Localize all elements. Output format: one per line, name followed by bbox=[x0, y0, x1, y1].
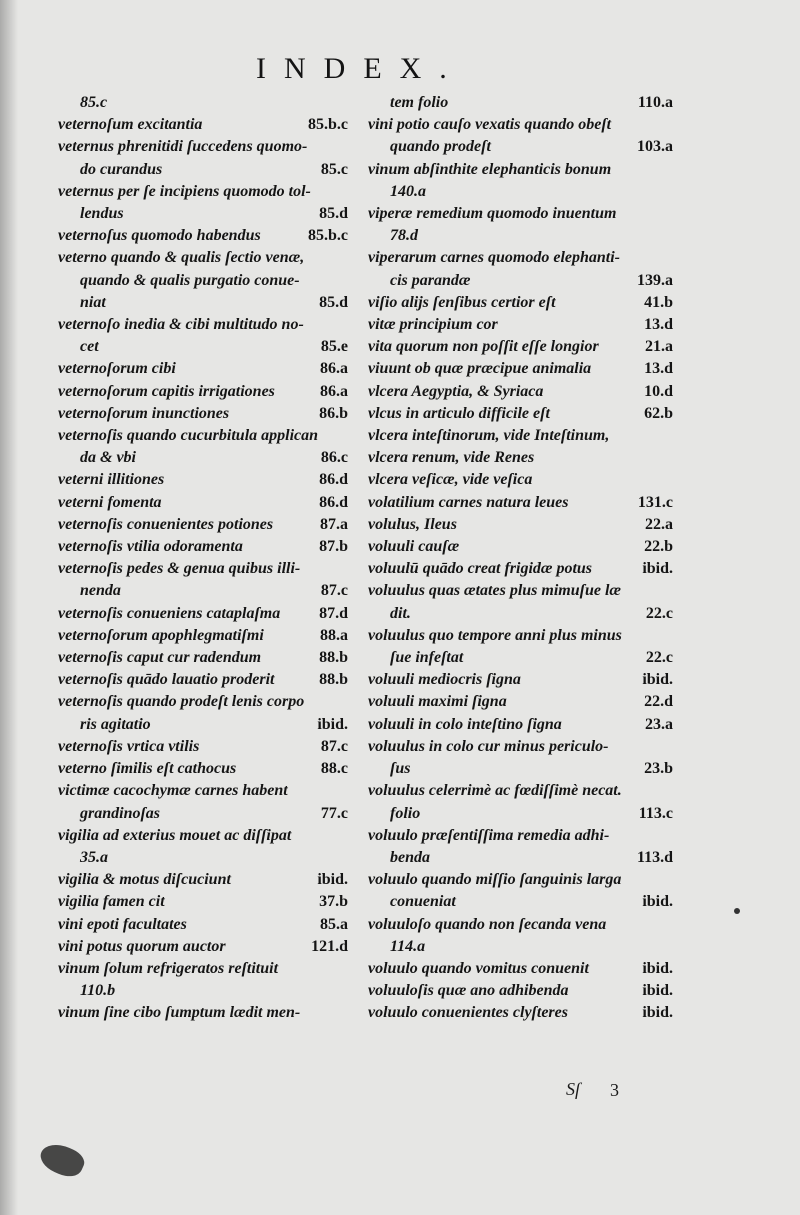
index-entry bbox=[58, 691, 348, 735]
index-entry bbox=[58, 114, 348, 136]
entry-text: vini potio cauſo vexatis quando obeſt bbox=[368, 116, 612, 134]
index-entry-line bbox=[58, 847, 348, 869]
entry-text: vini potus quorum auctor bbox=[58, 937, 226, 955]
index-entry bbox=[58, 825, 348, 869]
page-reference: 23.b bbox=[644, 760, 673, 778]
page-reference: 13.d bbox=[644, 360, 673, 378]
index-entry bbox=[58, 469, 348, 491]
page-reference: 85.d bbox=[319, 205, 348, 223]
index-column-right bbox=[368, 92, 673, 1025]
entry-text: 110.b bbox=[80, 982, 116, 1000]
index-entry-line bbox=[368, 536, 673, 558]
index-entry bbox=[368, 92, 673, 114]
index-entry-line bbox=[368, 580, 673, 602]
index-entry-line bbox=[58, 736, 348, 758]
index-entry bbox=[368, 314, 673, 336]
index-entry bbox=[58, 669, 348, 691]
entry-text: vinum ſolum refrigeratos reſtituit bbox=[58, 959, 279, 977]
index-entry bbox=[368, 625, 673, 669]
entry-text: vlcera Aegyptia, & Syriaca bbox=[368, 382, 544, 400]
index-entry-line bbox=[58, 247, 348, 269]
page-reference: 103.a bbox=[637, 138, 673, 156]
index-entry bbox=[58, 92, 348, 114]
index-entry bbox=[368, 492, 673, 514]
page-reference: 13.d bbox=[644, 316, 673, 334]
index-entry bbox=[368, 358, 673, 380]
index-entry bbox=[58, 647, 348, 669]
index-entry-line bbox=[368, 1002, 673, 1024]
page-reference: ibid. bbox=[642, 982, 673, 1000]
entry-text: veternoſorum apophlegmatiſmi bbox=[58, 626, 264, 644]
entry-text: viuunt ob quæ præcipue animalia bbox=[368, 360, 592, 378]
index-entry-line bbox=[58, 159, 348, 181]
index-entry-line bbox=[58, 358, 348, 380]
entry-text: conueniat bbox=[390, 893, 456, 911]
index-entry-line bbox=[368, 159, 673, 181]
index-entry bbox=[58, 358, 348, 380]
entry-text: voluulū quādo creat frigidæ potus bbox=[368, 560, 593, 578]
index-entry bbox=[58, 536, 348, 558]
entry-text: nenda bbox=[80, 582, 121, 600]
index-entry-line bbox=[58, 270, 348, 292]
index-entry-line bbox=[58, 825, 348, 847]
entry-text: ris agitatio bbox=[80, 715, 151, 733]
index-entry-line bbox=[58, 292, 348, 314]
entry-text: veternus per ſe incipiens quomodo tol- bbox=[58, 182, 311, 200]
index-entry-line bbox=[368, 247, 673, 269]
entry-text: quando & qualis purgatio conue- bbox=[80, 271, 300, 289]
index-entry bbox=[58, 247, 348, 314]
index-entry-line bbox=[368, 914, 673, 936]
entry-text: vigilia ad exterius mouet ac diſſipat bbox=[58, 826, 292, 844]
index-entry bbox=[58, 603, 348, 625]
index-entry-line bbox=[58, 936, 348, 958]
index-entry bbox=[368, 958, 673, 980]
entry-text: veternoſis conuenientes potiones bbox=[58, 515, 274, 533]
page-reference: 87.b bbox=[319, 538, 348, 556]
index-entry bbox=[368, 425, 673, 447]
index-entry-line bbox=[58, 381, 348, 403]
entry-text: veternoſis caput cur radendum bbox=[58, 649, 262, 667]
entry-text: 78.d bbox=[390, 227, 418, 245]
index-entry-line bbox=[368, 891, 673, 913]
page-reference: 85.a bbox=[320, 915, 348, 933]
entry-text: do curandus bbox=[80, 160, 163, 178]
entry-text: da & vbi bbox=[80, 449, 136, 467]
entry-text: veternoſis conueniens cataplaſma bbox=[58, 604, 281, 622]
entry-text: vlcera veſicæ, vide veſica bbox=[368, 471, 533, 489]
index-entry bbox=[368, 714, 673, 736]
index-entry bbox=[58, 514, 348, 536]
index-entry-line bbox=[368, 469, 673, 491]
index-entry-line bbox=[368, 447, 673, 469]
entry-text: veternoſis quādo lauatio proderit bbox=[58, 671, 275, 689]
index-entry-line bbox=[368, 647, 673, 669]
entry-text: veterni fomenta bbox=[58, 493, 162, 511]
index-entry-line bbox=[58, 536, 348, 558]
index-entry bbox=[58, 381, 348, 403]
entry-text: vinum ſine cibo ſumptum lædit men- bbox=[58, 1004, 301, 1022]
page-reference: ibid. bbox=[642, 671, 673, 689]
index-entry bbox=[368, 447, 673, 469]
index-entry-line bbox=[58, 647, 348, 669]
entry-text: viperarum carnes quomodo elephanti- bbox=[368, 249, 621, 267]
index-entry-line bbox=[368, 425, 673, 447]
entry-text: veternoſis quando cucurbitula applican bbox=[58, 427, 319, 445]
entry-text: veternoſo inedia & cibi multitudo no- bbox=[58, 316, 304, 334]
index-entry bbox=[58, 314, 348, 358]
entry-text: folio bbox=[390, 804, 421, 822]
index-entry-line bbox=[368, 381, 673, 403]
page-reference: 88.b bbox=[319, 649, 348, 667]
page-reference: ibid. bbox=[317, 871, 348, 889]
index-entry bbox=[58, 758, 348, 780]
index-entry-line bbox=[368, 292, 673, 314]
entry-text: 140.a bbox=[390, 182, 426, 200]
entry-text: ſus bbox=[390, 760, 411, 778]
index-entry bbox=[368, 736, 673, 780]
page-reference: 86.c bbox=[320, 449, 348, 467]
page-title: INDEX. bbox=[256, 52, 465, 85]
index-entry-line bbox=[368, 825, 673, 847]
index-entry bbox=[58, 936, 348, 958]
index-entry-line bbox=[58, 625, 348, 647]
entry-text: veternoſum excitantia bbox=[58, 116, 203, 134]
index-entry-line bbox=[368, 114, 673, 136]
index-entry bbox=[58, 181, 348, 225]
page-reference: 22.b bbox=[644, 538, 673, 556]
index-entry bbox=[368, 381, 673, 403]
page-reference: 87.c bbox=[320, 737, 348, 755]
index-entry-line bbox=[58, 1002, 348, 1024]
page-reference: 22.c bbox=[645, 649, 673, 667]
index-entry-line bbox=[58, 580, 348, 602]
index-entry-line bbox=[58, 203, 348, 225]
index-entry-line bbox=[58, 803, 348, 825]
entry-text: veterno ſimilis eſt cathocus bbox=[58, 760, 237, 778]
index-entry bbox=[368, 691, 673, 713]
index-entry bbox=[58, 1002, 348, 1024]
page-reference: 86.d bbox=[319, 493, 348, 511]
index-entry-line bbox=[58, 447, 348, 469]
entry-text: voluulo conuenientes clyſteres bbox=[368, 1004, 568, 1022]
index-entry bbox=[368, 536, 673, 558]
entry-text: voluuloſis quæ ano adhibenda bbox=[368, 982, 569, 1000]
page-reference: 86.b bbox=[319, 404, 348, 422]
index-entry bbox=[368, 114, 673, 158]
index-entry-line bbox=[58, 225, 348, 247]
entry-text: vini epoti facultates bbox=[58, 915, 187, 933]
page-reference: 21.a bbox=[645, 338, 673, 356]
entry-text: cis parandæ bbox=[390, 271, 471, 289]
index-entry-line bbox=[58, 914, 348, 936]
index-entry-line bbox=[368, 403, 673, 425]
index-entry-line bbox=[368, 669, 673, 691]
page-reference: 23.a bbox=[645, 715, 673, 733]
index-entry bbox=[368, 514, 673, 536]
index-entry bbox=[58, 914, 348, 936]
index-entry-line bbox=[58, 181, 348, 203]
index-entry-line bbox=[368, 558, 673, 580]
index-entry bbox=[58, 425, 348, 469]
page-reference: 131.c bbox=[637, 493, 673, 511]
index-entry-line bbox=[368, 625, 673, 647]
index-entry-line bbox=[368, 336, 673, 358]
index-entry bbox=[368, 159, 673, 203]
page-reference: 110.a bbox=[637, 94, 673, 111]
page-reference: ibid. bbox=[642, 1004, 673, 1022]
index-entry-line bbox=[368, 203, 673, 225]
index-entry bbox=[368, 669, 673, 691]
index-entry-line bbox=[58, 136, 348, 158]
entry-text: voluuli cauſæ bbox=[368, 538, 460, 556]
page-reference: 85.d bbox=[319, 293, 348, 311]
index-entry-line bbox=[368, 758, 673, 780]
entry-text: voluulus quo tempore anni plus minus bbox=[368, 626, 622, 644]
entry-text: veternoſis vrtica vtilis bbox=[58, 737, 200, 755]
index-entry-line bbox=[58, 403, 348, 425]
page-reference: 85.b.c bbox=[308, 116, 348, 134]
entry-text: vigilia & motus diſcuciunt bbox=[58, 871, 231, 889]
entry-text: vlcera inteſtinorum, vide Inteſtinum, bbox=[368, 427, 610, 445]
index-entry-line bbox=[58, 558, 348, 580]
index-entry-line bbox=[58, 758, 348, 780]
index-entry-line bbox=[368, 958, 673, 980]
page-reference: 77.c bbox=[320, 804, 348, 822]
index-entry bbox=[368, 914, 673, 958]
entry-text: cet bbox=[80, 338, 99, 356]
index-column-left bbox=[58, 92, 348, 1025]
index-entry bbox=[368, 247, 673, 291]
page-edge-shadow bbox=[0, 0, 18, 1215]
index-entry-line bbox=[58, 669, 348, 691]
page-reference: 88.a bbox=[320, 626, 348, 644]
page-reference: 85.c bbox=[320, 160, 348, 178]
entry-text: vigilia famen cit bbox=[58, 893, 165, 911]
entry-text: 35.a bbox=[80, 848, 108, 866]
index-entry-line bbox=[58, 492, 348, 514]
page-reference: 22.a bbox=[645, 515, 673, 533]
entry-text: voluulo quando vomitus conuenit bbox=[368, 959, 589, 977]
entry-text: lendus bbox=[80, 205, 124, 223]
entry-text: voluulo quando miſſio ſanguinis larga bbox=[368, 871, 622, 889]
page-reference: 87.c bbox=[320, 582, 348, 600]
index-entry-line bbox=[58, 425, 348, 447]
index-entry bbox=[368, 825, 673, 869]
entry-text: vlcera renum, vide Renes bbox=[368, 449, 535, 467]
index-entry-line bbox=[368, 492, 673, 514]
index-entry-line bbox=[368, 780, 673, 802]
index-entry-line bbox=[58, 691, 348, 713]
entry-text: voluuli in colo inteſtino ſigna bbox=[368, 715, 562, 733]
page-reference: ibid. bbox=[317, 715, 348, 733]
index-entry-line bbox=[58, 469, 348, 491]
page-reference: 22.d bbox=[644, 693, 673, 711]
page-reference: 41.b bbox=[644, 293, 673, 311]
page-reference: 85.b.c bbox=[308, 227, 348, 245]
index-entry bbox=[58, 225, 348, 247]
index-entry bbox=[58, 558, 348, 602]
page-reference: 37.b bbox=[319, 893, 348, 911]
index-entry bbox=[58, 891, 348, 913]
entry-text: volatilium carnes natura leues bbox=[368, 493, 569, 511]
entry-text: voluulo præſentiſſima remedia adhi- bbox=[368, 826, 610, 844]
index-entry-line bbox=[58, 980, 348, 1002]
index-entry bbox=[368, 469, 673, 491]
index-entry bbox=[58, 736, 348, 758]
paper-speck bbox=[734, 908, 740, 914]
index-entry bbox=[368, 580, 673, 624]
index-entry-line bbox=[368, 869, 673, 891]
page-reference: 88.b bbox=[319, 671, 348, 689]
entry-text: dit. bbox=[390, 604, 411, 622]
page-reference: 87.d bbox=[319, 604, 348, 622]
entry-text: benda bbox=[390, 848, 430, 866]
page-reference: 86.a bbox=[320, 360, 348, 378]
index-entry-line bbox=[368, 936, 673, 958]
index-entry-line bbox=[58, 514, 348, 536]
index-entry-line bbox=[368, 847, 673, 869]
index-entry bbox=[368, 869, 673, 913]
entry-text: voluulus celerrimè ac fœdiſſimè necat. bbox=[368, 782, 622, 800]
entry-text: veterno quando & qualis ſectio venæ, bbox=[58, 249, 305, 267]
page-reference: 113.c bbox=[638, 804, 673, 822]
entry-text: voluulus in colo cur minus periculo- bbox=[368, 737, 609, 755]
entry-text: niat bbox=[80, 293, 106, 311]
page-reference: ibid. bbox=[642, 893, 673, 911]
index-entry bbox=[368, 336, 673, 358]
index-entry-line bbox=[368, 136, 673, 158]
entry-text: veternoſis pedes & genua quibus illi- bbox=[58, 560, 301, 578]
entry-text: veternus phrenitidi ſuccedens quomo- bbox=[58, 138, 308, 156]
index-entry bbox=[368, 780, 673, 824]
index-entry-line bbox=[368, 358, 673, 380]
entry-text: veternoſorum inunctiones bbox=[58, 404, 230, 422]
index-entry-line bbox=[368, 714, 673, 736]
entry-text: veternoſorum cibi bbox=[58, 360, 176, 378]
entry-text: volulus, Ileus bbox=[368, 515, 457, 533]
index-entry-line bbox=[58, 958, 348, 980]
entry-text: voluuli maximi ſigna bbox=[368, 693, 507, 711]
page-reference: 139.a bbox=[637, 271, 673, 289]
index-entry-line bbox=[368, 691, 673, 713]
page-reference: 10.d bbox=[644, 382, 673, 400]
index-entry-line bbox=[58, 314, 348, 336]
index-entry-line bbox=[368, 980, 673, 1002]
page-reference: 62.b bbox=[644, 404, 673, 422]
entry-text: 114.a bbox=[390, 937, 426, 955]
entry-text: vinum abſinthite elephanticis bonum bbox=[368, 160, 612, 178]
entry-text: vita quorum non poſſit eſſe longior bbox=[368, 338, 599, 356]
index-entry-line bbox=[368, 270, 673, 292]
index-entry-line bbox=[58, 92, 348, 114]
index-entry-line bbox=[368, 92, 673, 114]
page-reference: 113.d bbox=[636, 848, 673, 866]
signature-mark: Sſ bbox=[566, 1079, 581, 1099]
index-entry bbox=[368, 292, 673, 314]
index-entry-line bbox=[58, 336, 348, 358]
page-reference: 88.c bbox=[320, 760, 348, 778]
page-reference: 86.d bbox=[319, 471, 348, 489]
page-reference: ibid. bbox=[642, 959, 673, 977]
index-entry-line bbox=[368, 736, 673, 758]
ink-stain bbox=[36, 1138, 88, 1181]
index-entry-line bbox=[58, 780, 348, 802]
index-entry-line bbox=[58, 603, 348, 625]
index-entry-line bbox=[368, 314, 673, 336]
page-reference: 86.a bbox=[320, 382, 348, 400]
index-entry bbox=[58, 869, 348, 891]
entry-text: veternoſis vtilia odoramenta bbox=[58, 538, 243, 556]
entry-text: veternoſus quomodo habendus bbox=[58, 227, 261, 245]
entry-text: viſio alijs ſenſibus certior eſt bbox=[368, 293, 556, 311]
entry-text: veternoſorum capitis irrigationes bbox=[58, 382, 275, 400]
entry-text: victimæ cacochymæ carnes habent bbox=[58, 782, 288, 800]
index-entry bbox=[58, 958, 348, 1002]
index-entry bbox=[368, 203, 673, 247]
index-entry bbox=[58, 780, 348, 824]
index-entry-line bbox=[368, 181, 673, 203]
page-reference: ibid. bbox=[642, 560, 673, 578]
entry-text: veternoſis quando prodeſt lenis corpo bbox=[58, 693, 305, 711]
index-entry bbox=[58, 492, 348, 514]
page-reference: 87.a bbox=[320, 515, 348, 533]
entry-text: voluulus quas ætates plus mimuſue læ bbox=[368, 582, 621, 600]
entry-text: veterni illitiones bbox=[58, 471, 165, 489]
entry-text: 85.c bbox=[80, 94, 108, 111]
index-entry-line bbox=[368, 514, 673, 536]
entry-text: voluuli mediocris ſigna bbox=[368, 671, 521, 689]
signature-number: 3 bbox=[610, 1080, 619, 1100]
entry-text: vitæ principium cor bbox=[368, 316, 498, 334]
entry-text: quando prodeſt bbox=[390, 138, 491, 156]
index-entry bbox=[58, 625, 348, 647]
index-entry-line bbox=[368, 603, 673, 625]
index-entry bbox=[368, 980, 673, 1002]
index-entry-line bbox=[58, 114, 348, 136]
entry-text: voluuloſo quando non ſecanda vena bbox=[368, 915, 607, 933]
entry-text: vlcus in articulo difficile eſt bbox=[368, 404, 550, 422]
index-entry-line bbox=[58, 891, 348, 913]
index-entry bbox=[368, 403, 673, 425]
entry-text: ſue infeſtat bbox=[390, 649, 464, 667]
page-reference: 121.d bbox=[311, 937, 348, 955]
index-entry bbox=[58, 136, 348, 180]
page-reference: 85.e bbox=[320, 338, 348, 356]
entry-text: tem folio bbox=[390, 94, 449, 111]
index-entry bbox=[58, 403, 348, 425]
index-entry-line bbox=[58, 714, 348, 736]
index-entry-line bbox=[58, 869, 348, 891]
page-reference: 22.c bbox=[645, 604, 673, 622]
index-entry-line bbox=[368, 803, 673, 825]
index-entry bbox=[368, 558, 673, 580]
entry-text: viperæ remedium quomodo inuentum bbox=[368, 205, 617, 223]
entry-text: grandinoſas bbox=[80, 804, 161, 822]
index-entry-line bbox=[368, 225, 673, 247]
index-entry bbox=[368, 1002, 673, 1024]
